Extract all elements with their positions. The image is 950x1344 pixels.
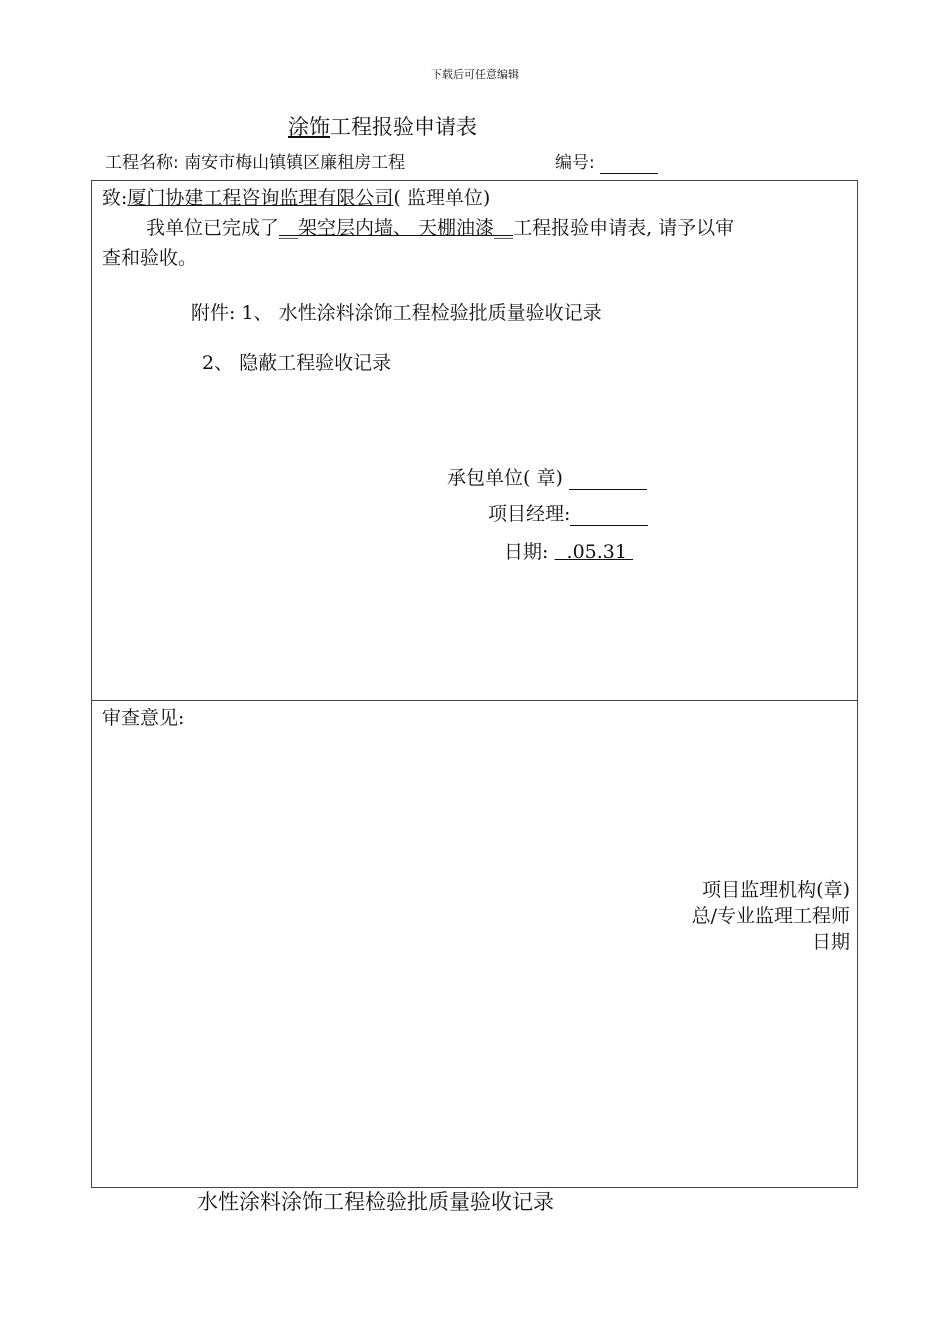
document-number-blank — [600, 153, 658, 174]
attachment-1: 附件: 1、 水性涂料涂饰工程检验批质量验收记录 — [191, 302, 602, 324]
completed-work: __架空层内墙、 天棚油漆__ — [279, 217, 514, 239]
addressee-line — [102, 183, 490, 210]
project-manager-signature — [488, 499, 648, 526]
review-date: 日期 — [811, 931, 850, 953]
header-note: 下载后可任意编辑 — [431, 68, 519, 81]
document-number — [555, 148, 658, 174]
statement-continuation: 查和验收。 — [102, 247, 198, 269]
statement-suffix: 工程报验申请表, 请予以审 — [513, 217, 735, 239]
statement-prefix: 我单位已完成了 — [146, 217, 280, 239]
addressee-company: 厦门协建工程咨询监理有限公司 — [127, 187, 394, 209]
supervising-engineer-signature: 总/专业监理工程师 — [691, 905, 850, 927]
application-date-label: 日期: — [504, 541, 549, 563]
document-title-rest: 工程报验申请表 — [330, 115, 477, 139]
review-section — [91, 700, 858, 1188]
application-date — [504, 537, 633, 564]
document-title — [288, 111, 477, 141]
contractor-signature — [447, 463, 647, 490]
application-date-value: .05.31 — [554, 541, 634, 563]
application-statement — [146, 213, 734, 240]
project-name-value: 南安市梅山镇镇区廉租房工程 — [184, 153, 406, 173]
attachment-2: 2、 隐蔽工程验收记录 — [202, 352, 392, 374]
application-section — [91, 180, 858, 701]
document-title-underlined: 涂饰 — [288, 115, 330, 139]
project-manager-blank — [570, 503, 648, 526]
review-label: 审查意见: — [102, 707, 185, 729]
addressee-suffix: ( 监理单位) — [393, 187, 491, 209]
contractor-label: 承包单位( 章) — [447, 467, 563, 489]
next-page-title: 水性涂料涂饰工程检验批质量验收记录 — [197, 1190, 554, 1214]
project-meta-row — [105, 148, 745, 173]
supervision-org-signature: 项目监理机构(章) — [702, 879, 850, 901]
document-number-label: 编号: — [555, 153, 595, 173]
addressee-label: 致: — [102, 187, 128, 209]
project-manager-label: 项目经理: — [488, 503, 571, 525]
contractor-blank — [569, 467, 647, 490]
project-name-label: 工程名称: — [105, 153, 179, 173]
